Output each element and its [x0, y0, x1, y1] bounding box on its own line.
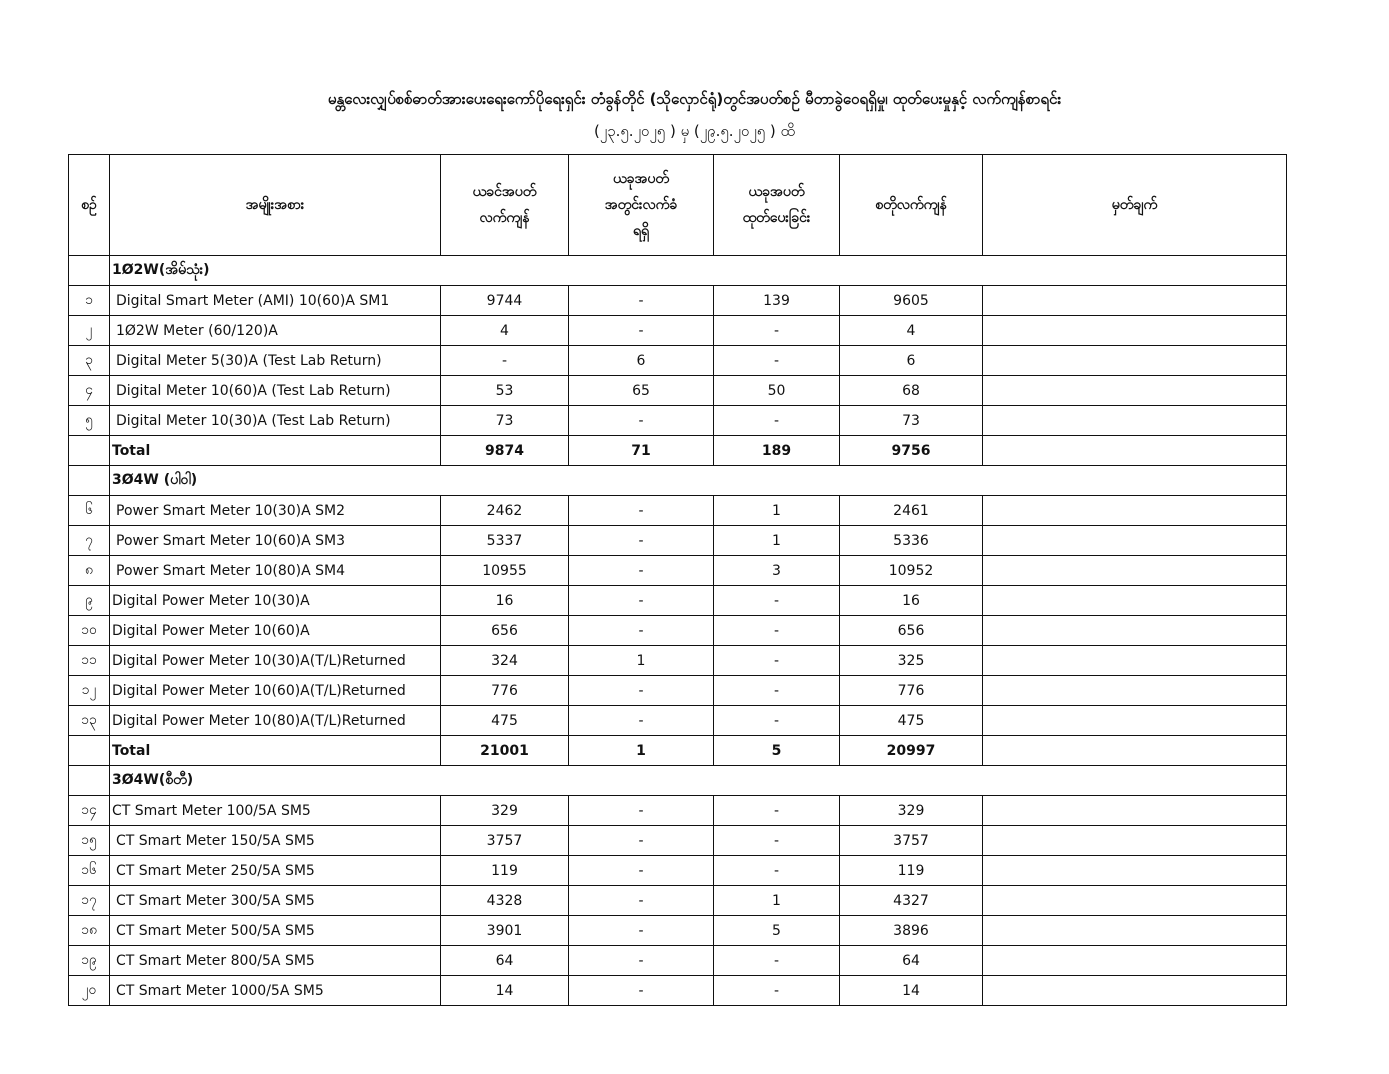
prev-balance-value: 3757: [441, 826, 569, 856]
table-row: [69, 316, 1287, 346]
issued-value: -: [714, 796, 840, 826]
issued-value: -: [714, 646, 840, 676]
meter-type: CT Smart Meter 1000/5A SM5: [110, 976, 441, 1006]
remarks-value: [983, 946, 1287, 976]
total-row: [69, 436, 1287, 466]
prev-balance-value: 776: [441, 676, 569, 706]
issued-value: -: [714, 346, 840, 376]
prev-balance-value: 10955: [441, 556, 569, 586]
section-no-cell: [69, 466, 110, 496]
col-header-type: အမျိုးအစား: [110, 155, 441, 256]
table-row: [69, 406, 1287, 436]
remarks-value: [983, 286, 1287, 316]
section-no-cell: [69, 766, 110, 796]
remarks-value: [983, 676, 1287, 706]
table-row: [69, 946, 1287, 976]
received-value: 1: [569, 646, 714, 676]
section-header-row: [69, 766, 1287, 796]
issued-value: -: [714, 586, 840, 616]
meter-type: CT Smart Meter 250/5A SM5: [110, 856, 441, 886]
received-value: -: [569, 286, 714, 316]
balance-value: 10952: [840, 556, 983, 586]
col-header-remarks: မှတ်ချက်: [983, 155, 1287, 256]
remarks-value: [983, 586, 1287, 616]
row-number: ၅: [69, 406, 110, 436]
meter-type: Power Smart Meter 10(60)A SM3: [110, 526, 441, 556]
table-body: [69, 256, 1287, 1006]
row-number: ၁၂: [69, 676, 110, 706]
col-header-balance: စတိုလက်ကျန်: [840, 155, 983, 256]
row-number: ၁၇: [69, 886, 110, 916]
issued-value: -: [714, 616, 840, 646]
balance-value: 14: [840, 976, 983, 1006]
report-title: မန္တလေးလျှပ်စစ်ဓာတ်အားပေးရေးကော်ပိုရေးရှင်း တံခွန်တိုင် (သိုလှောင်ရုံ)တွင်အပတ်စဉ် မီတာခွဲဝေရရှိမှု၊ ထုတ်ပေးမှုနှင့် လက်ကျန်စာရင်း: [327, 90, 1062, 108]
table-row: [69, 496, 1287, 526]
meter-type: Power Smart Meter 10(30)A SM2: [110, 496, 441, 526]
row-number: ၂၀: [69, 976, 110, 1006]
balance-value: 119: [840, 856, 983, 886]
row-number: ၁၁: [69, 646, 110, 676]
prev-balance-value: 73: [441, 406, 569, 436]
issued-value: -: [714, 826, 840, 856]
total-received: 1: [569, 736, 714, 766]
prev-balance-value: 14: [441, 976, 569, 1006]
remarks-value: [983, 976, 1287, 1006]
meter-type: CT Smart Meter 150/5A SM5: [110, 826, 441, 856]
row-number: ၁: [69, 286, 110, 316]
remarks-value: [983, 526, 1287, 556]
section-label: 3Ø4W(စီတီ): [110, 766, 1287, 796]
remarks-value: [983, 646, 1287, 676]
balance-value: 325: [840, 646, 983, 676]
received-value: -: [569, 946, 714, 976]
row-number: ၇: [69, 526, 110, 556]
received-value: -: [569, 406, 714, 436]
meter-type: Digital Power Meter 10(30)A: [110, 586, 441, 616]
table-row: [69, 556, 1287, 586]
row-number: ၂: [69, 316, 110, 346]
prev-balance-value: 64: [441, 946, 569, 976]
issued-value: 5: [714, 916, 840, 946]
row-number: ၈: [69, 556, 110, 586]
meter-type: 1Ø2W Meter (60/120)A: [110, 316, 441, 346]
prev-balance-value: 4328: [441, 886, 569, 916]
meter-type: CT Smart Meter 800/5A SM5: [110, 946, 441, 976]
remarks-value: [983, 916, 1287, 946]
meter-type: Digital Power Meter 10(60)A(T/L)Returned: [110, 676, 441, 706]
balance-value: 656: [840, 616, 983, 646]
total-remarks: [983, 436, 1287, 466]
prev-balance-value: 2462: [441, 496, 569, 526]
balance-value: 6: [840, 346, 983, 376]
balance-value: 4: [840, 316, 983, 346]
remarks-value: [983, 556, 1287, 586]
remarks-value: [983, 616, 1287, 646]
prev-balance-value: 4: [441, 316, 569, 346]
remarks-value: [983, 826, 1287, 856]
remarks-value: [983, 856, 1287, 886]
row-number: ၁၅: [69, 826, 110, 856]
total-label: Total: [110, 736, 441, 766]
meter-type: Power Smart Meter 10(80)A SM4: [110, 556, 441, 586]
table-row: [69, 826, 1287, 856]
prev-balance-value: 656: [441, 616, 569, 646]
report-date-range: (၂၃.၅.၂၀၂၅ ) မှ (၂၉.၅.၂၀၂၅ ) ထိ: [593, 122, 796, 140]
col-header-received: ယခုအပတ် အတွင်းလက်ခံ ရရှိ: [569, 155, 714, 256]
issued-value: 139: [714, 286, 840, 316]
balance-value: 475: [840, 706, 983, 736]
balance-value: 776: [840, 676, 983, 706]
balance-value: 64: [840, 946, 983, 976]
balance-value: 3757: [840, 826, 983, 856]
prev-balance-value: 3901: [441, 916, 569, 946]
section-no-cell: [69, 256, 110, 286]
issued-value: -: [714, 316, 840, 346]
issued-value: -: [714, 946, 840, 976]
issued-value: 1: [714, 526, 840, 556]
remarks-value: [983, 496, 1287, 526]
balance-value: 16: [840, 586, 983, 616]
received-value: -: [569, 826, 714, 856]
col-header-prev-balance: ယခင်အပတ် လက်ကျန်: [441, 155, 569, 256]
issued-value: 1: [714, 886, 840, 916]
remarks-value: [983, 796, 1287, 826]
meter-inventory-table: [68, 154, 1287, 1006]
balance-value: 329: [840, 796, 983, 826]
total-label: Total: [110, 436, 441, 466]
issued-value: 1: [714, 496, 840, 526]
issued-value: -: [714, 856, 840, 886]
received-value: -: [569, 706, 714, 736]
received-value: -: [569, 616, 714, 646]
total-row: [69, 736, 1287, 766]
remarks-value: [983, 886, 1287, 916]
section-label: 3Ø4W (ပါဝါ): [110, 466, 1287, 496]
meter-type: CT Smart Meter 500/5A SM5: [110, 916, 441, 946]
table-row: [69, 586, 1287, 616]
prev-balance-value: -: [441, 346, 569, 376]
total-issued: 189: [714, 436, 840, 466]
table-row: [69, 796, 1287, 826]
prev-balance-value: 119: [441, 856, 569, 886]
row-number: ၁၃: [69, 706, 110, 736]
meter-type: Digital Meter 10(30)A (Test Lab Return): [110, 406, 441, 436]
issued-value: -: [714, 676, 840, 706]
total-remarks: [983, 736, 1287, 766]
table-row: [69, 676, 1287, 706]
balance-value: 4327: [840, 886, 983, 916]
received-value: -: [569, 796, 714, 826]
meter-type: CT Smart Meter 100/5A SM5: [110, 796, 441, 826]
issued-value: 50: [714, 376, 840, 406]
received-value: -: [569, 976, 714, 1006]
total-issued: 5: [714, 736, 840, 766]
prev-balance-value: 329: [441, 796, 569, 826]
issued-value: -: [714, 706, 840, 736]
row-number: ၁၄: [69, 796, 110, 826]
received-value: -: [569, 916, 714, 946]
received-value: -: [569, 316, 714, 346]
remarks-value: [983, 316, 1287, 346]
table-row: [69, 706, 1287, 736]
remarks-value: [983, 406, 1287, 436]
prev-balance-value: 324: [441, 646, 569, 676]
total-balance: 20997: [840, 736, 983, 766]
meter-type: Digital Meter 5(30)A (Test Lab Return): [110, 346, 441, 376]
balance-value: 68: [840, 376, 983, 406]
remarks-value: [983, 706, 1287, 736]
issued-value: 3: [714, 556, 840, 586]
meter-type: Digital Power Meter 10(60)A: [110, 616, 441, 646]
table-row: [69, 856, 1287, 886]
prev-balance-value: 53: [441, 376, 569, 406]
row-number: ၉: [69, 586, 110, 616]
received-value: -: [569, 676, 714, 706]
balance-value: 5336: [840, 526, 983, 556]
row-number: ၆: [69, 496, 110, 526]
row-number: ၃: [69, 346, 110, 376]
total-no-cell: [69, 436, 110, 466]
balance-value: 3896: [840, 916, 983, 946]
table-row: [69, 376, 1287, 406]
table-row: [69, 646, 1287, 676]
received-value: -: [569, 856, 714, 886]
table-row: [69, 886, 1287, 916]
meter-type: Digital Smart Meter (AMI) 10(60)A SM1: [110, 286, 441, 316]
row-number: ၁၉: [69, 946, 110, 976]
meter-type: Digital Power Meter 10(80)A(T/L)Returned: [110, 706, 441, 736]
table-row: [69, 346, 1287, 376]
table-row: [69, 976, 1287, 1006]
balance-value: 73: [840, 406, 983, 436]
col-header-no: စဉ်: [69, 155, 110, 256]
row-number: ၁၈: [69, 916, 110, 946]
section-label: 1Ø2W(အိမ်သုံး): [110, 256, 1287, 286]
received-value: -: [569, 556, 714, 586]
table-row: [69, 616, 1287, 646]
prev-balance-value: 475: [441, 706, 569, 736]
prev-balance-value: 5337: [441, 526, 569, 556]
col-header-issued: ယခုအပတ် ထုတ်ပေးခြင်း: [714, 155, 840, 256]
row-number: ၁၆: [69, 856, 110, 886]
total-no-cell: [69, 736, 110, 766]
issued-value: -: [714, 976, 840, 1006]
section-header-row: [69, 256, 1287, 286]
section-header-row: [69, 466, 1287, 496]
prev-balance-value: 16: [441, 586, 569, 616]
row-number: ၄: [69, 376, 110, 406]
row-number: ၁၀: [69, 616, 110, 646]
table-row: [69, 526, 1287, 556]
total-balance: 9756: [840, 436, 983, 466]
received-value: -: [569, 496, 714, 526]
remarks-value: [983, 346, 1287, 376]
table-row: [69, 916, 1287, 946]
received-value: -: [569, 586, 714, 616]
issued-value: -: [714, 406, 840, 436]
received-value: 6: [569, 346, 714, 376]
total-prev-balance: 21001: [441, 736, 569, 766]
meter-type: Digital Meter 10(60)A (Test Lab Return): [110, 376, 441, 406]
total-received: 71: [569, 436, 714, 466]
prev-balance-value: 9744: [441, 286, 569, 316]
meter-type: Digital Power Meter 10(30)A(T/L)Returned: [110, 646, 441, 676]
remarks-value: [983, 376, 1287, 406]
received-value: -: [569, 526, 714, 556]
received-value: 65: [569, 376, 714, 406]
balance-value: 2461: [840, 496, 983, 526]
total-prev-balance: 9874: [441, 436, 569, 466]
balance-value: 9605: [840, 286, 983, 316]
table-row: [69, 286, 1287, 316]
received-value: -: [569, 886, 714, 916]
table-header-row: [69, 155, 1287, 256]
meter-type: CT Smart Meter 300/5A SM5: [110, 886, 441, 916]
